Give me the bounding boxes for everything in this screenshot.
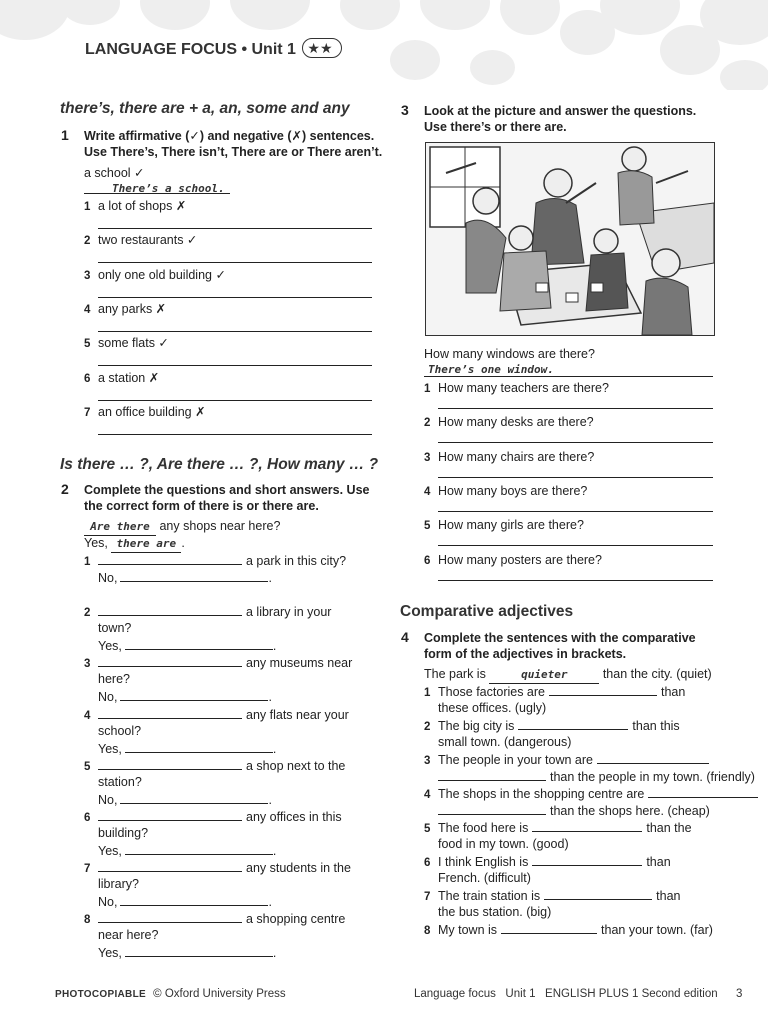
example-yes-answer: there are — [111, 536, 181, 553]
sentence-continuation: these offices. (ugly) — [438, 701, 547, 715]
item-text: How many chairs are there? — [438, 449, 595, 464]
exercise-instruction — [424, 103, 696, 135]
item-number: 2 — [84, 235, 91, 248]
answer-line[interactable] — [438, 545, 713, 546]
list-item — [424, 517, 584, 534]
item-number: 4 — [84, 709, 91, 722]
question-blank[interactable] — [98, 603, 242, 616]
sentence-start: The people in your town are — [438, 753, 593, 767]
classroom-illustration — [425, 142, 715, 336]
item-number: 1 — [84, 201, 91, 213]
sentence-end: than your town. (far) — [601, 923, 713, 937]
question-rest: any students in the — [246, 861, 351, 876]
item-text: How many posters are there? — [438, 552, 602, 567]
item-number: 8 — [84, 914, 91, 927]
item-text: How many teachers are there? — [438, 381, 609, 395]
item-number: 2 — [84, 607, 91, 620]
short-answer-word: No, — [98, 895, 118, 910]
sentence-continuation — [438, 768, 755, 785]
sentence-start: Those factories are — [438, 685, 545, 699]
question-row — [84, 654, 352, 672]
question-row — [84, 808, 342, 826]
list-item — [424, 449, 594, 466]
short-answer-row: No, . — [98, 895, 272, 910]
item-number: 3 — [424, 755, 431, 767]
question-row — [84, 859, 351, 877]
example-question — [84, 518, 280, 536]
example-prompt: a school ✓ — [84, 166, 145, 180]
item-text: How many desks are there? — [438, 415, 594, 430]
answer-blank[interactable] — [549, 683, 657, 696]
sentence-start: I think English is — [438, 855, 529, 869]
short-answer-word: Yes, — [98, 844, 122, 858]
question-row — [84, 757, 345, 775]
question-row — [84, 552, 346, 570]
item-text: an office building ✗ — [98, 404, 206, 419]
question-blank[interactable] — [98, 757, 242, 770]
item-number: 8 — [424, 925, 431, 937]
item-number: 5 — [84, 760, 91, 773]
question-rest: a library in your — [246, 605, 332, 620]
short-answer-blank[interactable] — [125, 842, 273, 855]
item-number: 2 — [424, 417, 431, 430]
item-number: 7 — [424, 891, 431, 903]
example-post: than the city. (quiet) — [602, 667, 712, 681]
answer-line — [84, 193, 230, 194]
exercise-number: 4 — [401, 629, 409, 645]
answer-blank[interactable] — [544, 887, 652, 900]
question-continuation: building? — [98, 826, 149, 840]
item-number: 2 — [424, 721, 431, 733]
answer-line[interactable] — [438, 442, 713, 443]
sentence-start: The train station is — [438, 889, 541, 903]
item-number: 5 — [424, 520, 431, 533]
exercise-number: 1 — [61, 127, 69, 143]
example-pre: The park is — [424, 667, 486, 681]
page-header — [85, 38, 342, 59]
question-row — [84, 706, 349, 724]
item-number: 3 — [84, 658, 91, 671]
question-blank[interactable] — [98, 859, 242, 872]
question-continuation: town? — [98, 621, 132, 636]
list-item — [424, 717, 680, 735]
answer-blank[interactable] — [597, 751, 709, 764]
section-title-ex4: Comparative adjectives — [400, 603, 574, 620]
copyright: © Oxford University Press — [153, 988, 286, 1000]
instruction-line: form of the adjectives in brackets. — [424, 647, 627, 661]
list-item — [84, 267, 226, 284]
question-rest: a shopping centre — [246, 912, 346, 927]
sentence-continuation — [438, 802, 710, 819]
example-yes: Yes, — [84, 536, 108, 550]
short-answer-blank[interactable] — [125, 637, 273, 650]
question-row — [84, 603, 331, 621]
list-item — [424, 483, 587, 500]
example-question: How many windows are there? — [424, 347, 595, 361]
question-rest: any offices in this — [246, 810, 342, 824]
answer-line[interactable] — [438, 511, 713, 512]
question-rest: any flats near your — [246, 707, 349, 722]
sentence-start: The shops in the shopping centre are — [438, 787, 645, 801]
short-answer-row: Yes, . — [98, 639, 277, 654]
question-rest: any museums near — [246, 656, 353, 671]
item-number: 3 — [84, 269, 91, 282]
item-number: 7 — [84, 863, 91, 876]
item-number: 7 — [84, 406, 91, 419]
exercise-instruction — [424, 630, 696, 662]
example-answer: There’s one window. — [428, 363, 554, 376]
item-number: 4 — [424, 789, 431, 801]
instruction-line: Complete the sentences with the comparative — [424, 631, 696, 645]
short-answer-word: Yes, — [98, 741, 122, 756]
list-item — [424, 785, 758, 803]
sentence-continuation: small town. (dangerous) — [438, 735, 572, 749]
sentence-start: The big city is — [438, 719, 515, 733]
instruction-line: Look at the picture and answer the questions. — [424, 104, 697, 118]
answer-blank[interactable] — [532, 819, 642, 832]
exercise-instruction — [84, 482, 369, 514]
short-answer-row: Yes, . — [98, 741, 277, 756]
sentence-end: than — [646, 855, 671, 869]
item-number: 6 — [84, 812, 91, 824]
sentence-start: My town is — [438, 923, 498, 937]
short-answer-word: Yes, — [98, 946, 122, 961]
instruction-line: Complete the questions and short answers. Use — [84, 483, 370, 497]
question-continuation: school? — [98, 723, 142, 738]
answer-line[interactable] — [438, 477, 713, 478]
answer-line[interactable] — [98, 400, 372, 401]
short-answer-row: Yes, . — [98, 946, 277, 961]
footer-left — [55, 988, 286, 1000]
question-blank[interactable] — [98, 808, 242, 821]
sentence-continuation: the bus station. (big) — [438, 905, 552, 919]
list-item — [424, 921, 713, 939]
question-continuation: near here? — [98, 928, 159, 943]
item-number: 6 — [84, 372, 91, 385]
answer-blank[interactable] — [501, 921, 597, 934]
item-number: 4 — [424, 485, 431, 498]
answer-line[interactable] — [438, 580, 713, 581]
answer-line[interactable] — [98, 331, 372, 332]
photocopiable-label: PHOTOCOPIABLE — [55, 989, 146, 1000]
short-answer-word: Yes, — [98, 639, 122, 654]
classroom-drawing — [426, 143, 714, 335]
list-item — [84, 198, 186, 215]
exercise-number: 3 — [401, 102, 409, 118]
question-continuation: here? — [98, 672, 130, 687]
instruction-line: the correct form of there is or there are. — [84, 499, 319, 513]
section-title-ex2: Is there … ?, Are there … ?, How many … ? — [60, 456, 379, 473]
list-item — [424, 414, 594, 431]
question-rest: a shop next to the — [246, 758, 346, 773]
answer-line[interactable] — [98, 297, 372, 298]
answer-blank[interactable] — [648, 785, 758, 798]
example-answer: Are there — [84, 519, 156, 536]
example-sentence — [424, 666, 712, 684]
short-answer-row: No, . — [98, 571, 272, 585]
item-text: a station ✗ — [98, 370, 160, 385]
item-number: 5 — [84, 338, 91, 351]
example-answer: quieter — [489, 667, 599, 684]
sentence-continuation: food in my town. (good) — [438, 837, 569, 851]
sentence-continuation: French. (difficult) — [438, 871, 531, 885]
answer-blank[interactable] — [518, 717, 628, 730]
answer-line — [424, 376, 713, 377]
item-number: 6 — [424, 857, 431, 869]
short-answer-blank[interactable] — [120, 893, 268, 906]
item-text: a lot of shops ✗ — [98, 199, 187, 213]
short-answer-word: No, — [98, 571, 118, 585]
sentence-end: than the people in my town. (friendly) — [550, 770, 755, 784]
list-item — [84, 335, 169, 352]
header-title: LANGUAGE FOCUS • Unit 1 — [85, 41, 296, 58]
list-item — [424, 819, 692, 837]
short-answer-blank[interactable] — [125, 740, 273, 753]
item-text: some flats ✓ — [98, 336, 169, 351]
example-answer: There’s a school. — [112, 182, 225, 195]
short-answer-blank[interactable] — [120, 688, 268, 701]
sentence-end: than — [661, 685, 686, 699]
list-item — [424, 380, 609, 397]
list-item — [424, 683, 685, 701]
item-number: 1 — [424, 383, 431, 395]
exercise-number: 2 — [61, 481, 69, 497]
item-number: 1 — [424, 687, 431, 699]
item-number: 3 — [424, 451, 431, 464]
list-item — [84, 370, 159, 387]
answer-line[interactable] — [98, 365, 372, 366]
item-number: 4 — [84, 303, 91, 316]
list-item — [84, 404, 206, 421]
short-answer-word: No, — [98, 690, 118, 705]
page-number: 3 — [736, 988, 743, 1000]
sentence-start: The food here is — [438, 821, 529, 835]
sentence-end: than the — [646, 821, 692, 835]
example-rest: any shops near here? — [159, 519, 281, 533]
item-text: How many boys are there? — [438, 483, 588, 498]
example-short-answer: Yes, there are . — [84, 535, 185, 553]
list-item — [84, 301, 166, 318]
answer-line[interactable] — [98, 262, 372, 263]
section-title-ex1: there’s, there are + a, an, some and any — [60, 100, 350, 117]
question-row — [84, 910, 345, 928]
answer-line[interactable] — [98, 434, 372, 435]
item-number: 5 — [424, 823, 431, 835]
question-blank[interactable] — [98, 552, 242, 565]
list-item — [424, 887, 680, 905]
question-blank[interactable] — [98, 654, 242, 667]
question-rest: a park in this city? — [246, 554, 347, 568]
list-item — [424, 853, 671, 871]
item-text: How many girls are there? — [438, 518, 584, 533]
sentence-end: than — [656, 889, 681, 903]
list-item — [84, 232, 197, 249]
footer-book-info: Language focus Unit 1 ENGLISH PLUS 1 Second edition — [414, 988, 718, 1000]
short-answer-blank[interactable] — [120, 791, 268, 804]
answer-line[interactable] — [98, 228, 372, 229]
question-continuation: station? — [98, 774, 142, 789]
instruction-line: Write affirmative (✓) and negative (✗) sentences. — [84, 129, 375, 143]
short-answer-row: No, . — [98, 792, 272, 807]
short-answer-row: No, . — [98, 690, 272, 705]
answer-blank[interactable] — [532, 853, 642, 866]
list-item — [424, 552, 602, 569]
item-number: 1 — [84, 556, 91, 568]
question-blank[interactable] — [98, 910, 242, 923]
short-answer-row: Yes, . — [98, 844, 277, 858]
instruction-line: Use there’s or there are. — [424, 120, 567, 134]
difficulty-stars: ★★ — [302, 38, 341, 58]
question-blank[interactable] — [98, 706, 242, 719]
answer-blank[interactable] — [438, 768, 546, 781]
short-answer-blank[interactable] — [120, 569, 268, 582]
sentence-end: than this — [632, 719, 680, 733]
sentence-end: than the shops here. (cheap) — [550, 804, 710, 818]
short-answer-blank[interactable] — [125, 944, 273, 957]
answer-line[interactable] — [438, 408, 713, 409]
item-number: 6 — [424, 554, 431, 567]
item-text: only one old building ✓ — [98, 267, 226, 282]
short-answer-word: No, — [98, 792, 118, 807]
answer-blank[interactable] — [438, 802, 546, 815]
item-text: any parks ✗ — [98, 301, 167, 316]
question-continuation: library? — [98, 877, 139, 892]
exercise-instruction — [84, 128, 382, 160]
list-item — [424, 751, 709, 769]
item-text: two restaurants ✓ — [98, 233, 198, 248]
instruction-line: Use There’s, There isn’t, There are or There aren’t. — [84, 145, 383, 159]
